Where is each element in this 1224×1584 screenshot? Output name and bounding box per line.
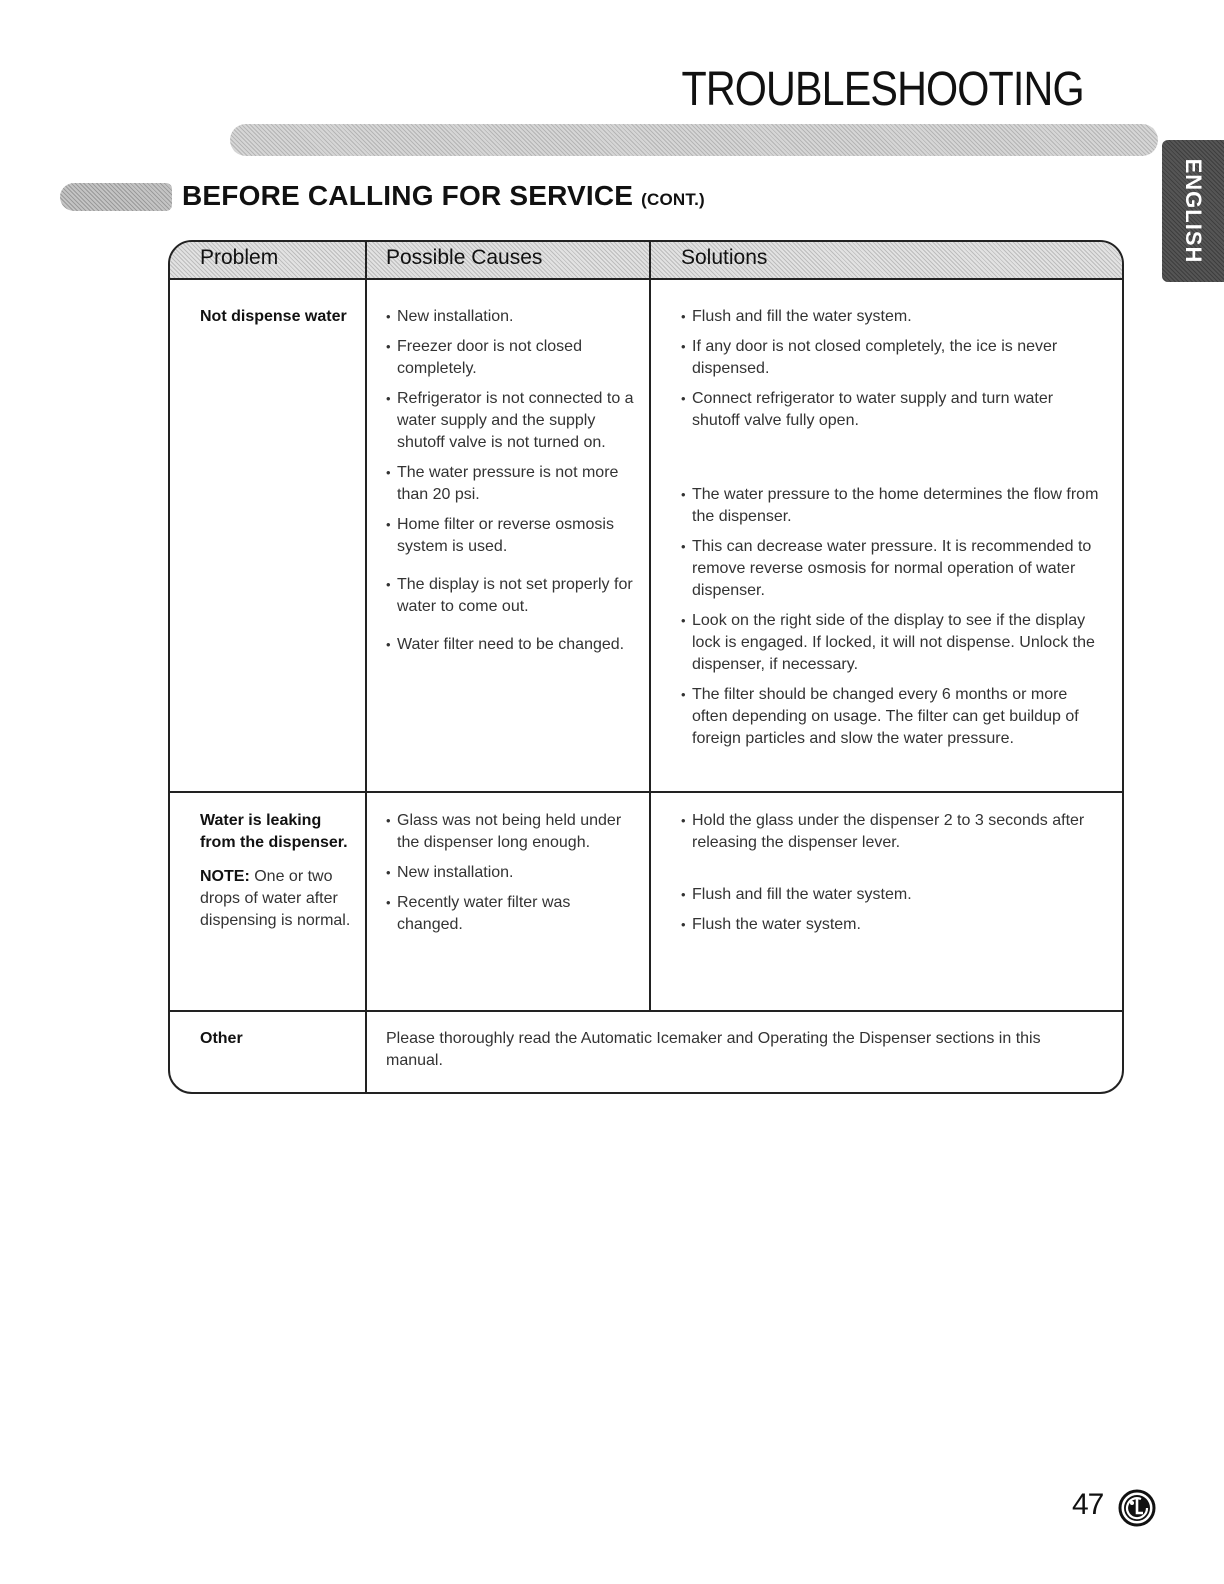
list-item: • Water filter need to be changed. (386, 634, 636, 656)
list-item: • Look on the right side of the display to see if the display lock is engaged. If locked, it will not dispense. Unlock the dispenser, if necessary. (681, 610, 1101, 676)
row1-solutions (681, 306, 1101, 758)
list-item: • The water pressure is not more than 20 psi. (386, 462, 636, 506)
list-item: • Flush the water system. (681, 914, 1101, 936)
row1-causes (386, 306, 636, 664)
title-bar-decoration (230, 124, 1158, 156)
row2-problem: Water is leaking from the dispenser. (200, 812, 348, 851)
section-pill-decoration (60, 183, 172, 211)
language-tab-label: ENGLISH (1181, 158, 1206, 264)
section-title-suffix: (CONT.) (641, 190, 705, 209)
row3-text: Please thoroughly read the Automatic Icemaker and Operating the Dispenser sections in this manual. (386, 1030, 1041, 1069)
table-header (170, 242, 1122, 280)
row-divider (170, 1010, 1122, 1012)
note-text: One or two drops of water after dispensing is normal. (200, 868, 351, 929)
section-title-text: BEFORE CALLING FOR SERVICE (182, 180, 634, 211)
row3-problem: Other (200, 1030, 243, 1047)
list-item: • If any door is not closed completely, the ice is never dispensed. (681, 336, 1101, 380)
list-item: • New installation. (386, 862, 636, 884)
list-item: • Flush and fill the water system. (681, 306, 1101, 328)
list-item: • New installation. (386, 306, 636, 328)
column-divider (649, 242, 651, 1012)
troubleshooting-table (168, 240, 1124, 1094)
header-solutions: Solutions (681, 246, 768, 269)
list-item: • Recently water filter was changed. (386, 892, 636, 936)
list-item: • Hold the glass under the dispenser 2 to 3 seconds after releasing the dispenser lever. (681, 810, 1101, 854)
header-problem: Problem (200, 246, 279, 269)
row2-note (200, 866, 355, 932)
row2-causes (386, 810, 636, 944)
list-item: • Glass was not being held under the dispenser long enough. (386, 810, 636, 854)
lg-logo-icon (1118, 1489, 1156, 1527)
list-item: • Flush and fill the water system. (681, 884, 1101, 906)
note-label: NOTE: (200, 868, 250, 885)
list-item: • The filter should be changed every 6 months or more often depending on usage. The filter can get buildup of foreign particles and slow the water pressure. (681, 684, 1101, 750)
list-item: • This can decrease water pressure. It is recommended to remove reverse osmosis for normal operation of water dispenser. (681, 536, 1101, 602)
column-divider (365, 242, 367, 1094)
list-item: • Home filter or reverse osmosis system is used. (386, 514, 636, 558)
page-title: TROUBLESHOOTING (681, 63, 1084, 116)
section-title (182, 180, 705, 212)
page-number: 47 (1072, 1488, 1104, 1521)
row2-problem-cell (200, 810, 355, 932)
row1-problem: Not dispense water (200, 308, 347, 325)
row-divider (170, 791, 1122, 793)
list-item: • Refrigerator is not connected to a water supply and the supply shutoff valve is not turned on. (386, 388, 636, 454)
list-item: • The display is not set properly for water to come out. (386, 574, 636, 618)
list-item: • Freezer door is not closed completely. (386, 336, 636, 380)
list-item: • The water pressure to the home determines the flow from the dispenser. (681, 484, 1101, 528)
language-tab (1162, 140, 1224, 282)
header-possible-causes: Possible Causes (386, 246, 543, 269)
row2-solutions (681, 810, 1101, 944)
list-item: • Connect refrigerator to water supply and turn water shutoff valve fully open. (681, 388, 1101, 432)
